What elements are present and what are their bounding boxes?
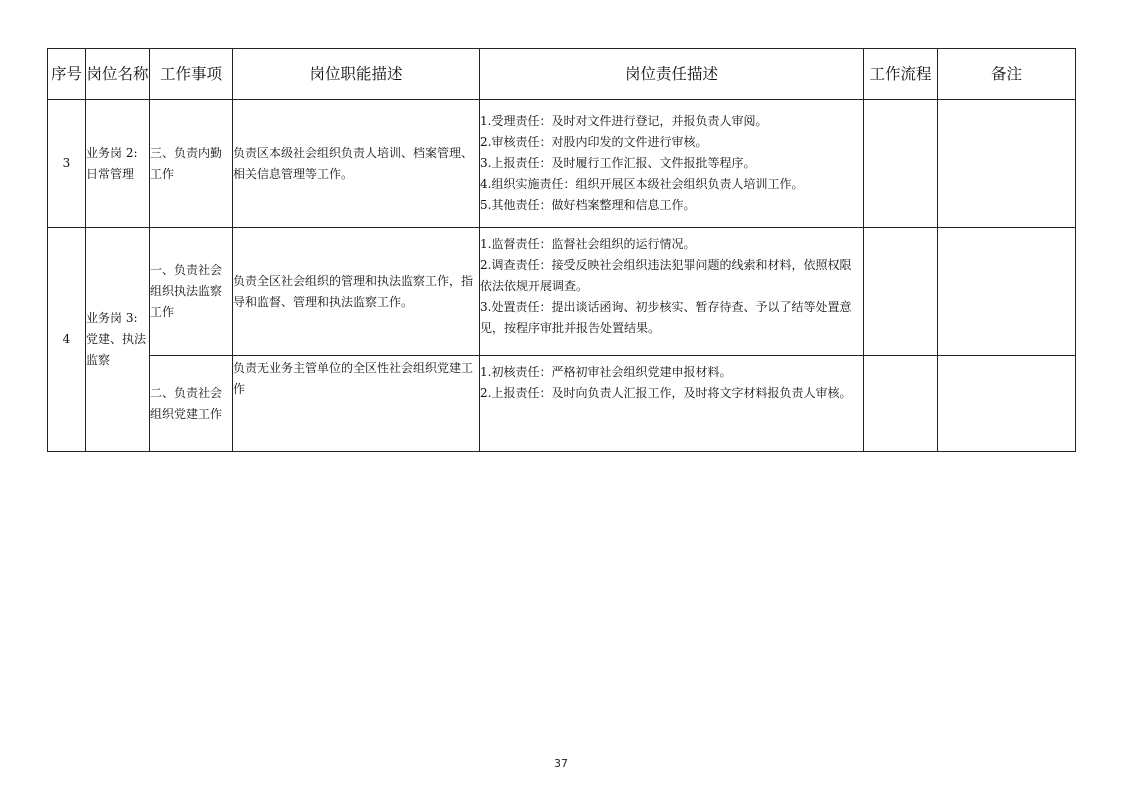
function-cell: 负责全区社会组织的管理和执法监察工作，指导和监督、管理和执法监察工作。 — [233, 228, 480, 356]
responsibility-cell — [480, 356, 864, 452]
responsibility-line: 3.上报责任：及时履行工作汇报、文件报批等程序。 — [480, 156, 756, 170]
responsibility-line: 1.初核责任：严格初审社会组织党建申报材料。 — [480, 365, 732, 379]
header-note: 备注 — [938, 49, 1076, 100]
work-item-text: 一、负责社会组织执法监察工作 — [150, 263, 223, 319]
workflow-cell — [864, 356, 938, 452]
page-number: 37 — [554, 757, 568, 770]
responsibility-line: 3.处置责任：提出谈话函询、初步核实、暂存待查、予以了结等处置意见，按程序审批并报告处置结果。 — [480, 300, 852, 335]
header-workflow: 工作流程 — [864, 49, 938, 100]
work-item-cell — [150, 228, 233, 356]
header-responsibility-description: 岗位责任描述 — [480, 49, 864, 100]
function-cell: 负责区本级社会组织负责人培训、档案管理、相关信息管理等工作。 — [233, 100, 480, 228]
responsibility-line: 5.其他责任：做好档案整理和信息工作。 — [480, 198, 696, 212]
table-row — [48, 100, 1076, 228]
header-row — [48, 49, 1076, 100]
work-item-text: 三、负责内勤工作 — [150, 145, 223, 181]
responsibility-line: 2.上报责任：及时向负责人汇报工作，及时将文字材料报负责人审核。 — [480, 386, 852, 400]
responsibility-cell — [480, 100, 864, 228]
table-row — [48, 228, 1076, 356]
header-seq: 序号 — [48, 49, 86, 100]
workflow-cell — [864, 228, 938, 356]
table-row — [48, 356, 1076, 452]
work-item-cell — [150, 356, 233, 452]
work-item-cell — [150, 100, 233, 228]
post-name-cell: 业务岗 3:党建、执法监察 — [86, 228, 150, 452]
post-name-cell: 业务岗 2:日常管理 — [86, 100, 150, 228]
note-cell — [938, 228, 1076, 356]
header-function-description: 岗位职能描述 — [233, 49, 480, 100]
workflow-cell — [864, 100, 938, 228]
work-item-text: 二、负责社会组织党建工作 — [150, 385, 223, 421]
seq-cell: 4 — [48, 228, 86, 452]
responsibility-line: 1.监督责任：监督社会组织的运行情况。 — [480, 237, 696, 251]
note-cell — [938, 356, 1076, 452]
note-cell — [938, 100, 1076, 228]
duty-table — [47, 48, 1076, 452]
function-cell: 负责无业务主管单位的全区性社会组织党建工作 — [233, 356, 480, 452]
header-post-name: 岗位名称 — [86, 49, 150, 100]
responsibility-line: 1.受理责任：及时对文件进行登记，并报负责人审阅。 — [480, 114, 768, 128]
header-work-item: 工作事项 — [150, 49, 233, 100]
responsibility-cell — [480, 228, 864, 356]
responsibility-line: 2.审核责任：对股内印发的文件进行审核。 — [480, 135, 708, 149]
responsibility-line: 2.调查责任：接受反映社会组织违法犯罪问题的线索和材料，依照权限依法依规开展调查。 — [480, 258, 852, 293]
responsibility-line: 4.组织实施责任：组织开展区本级社会组织负责人培训工作。 — [480, 177, 804, 191]
seq-cell: 3 — [48, 100, 86, 228]
